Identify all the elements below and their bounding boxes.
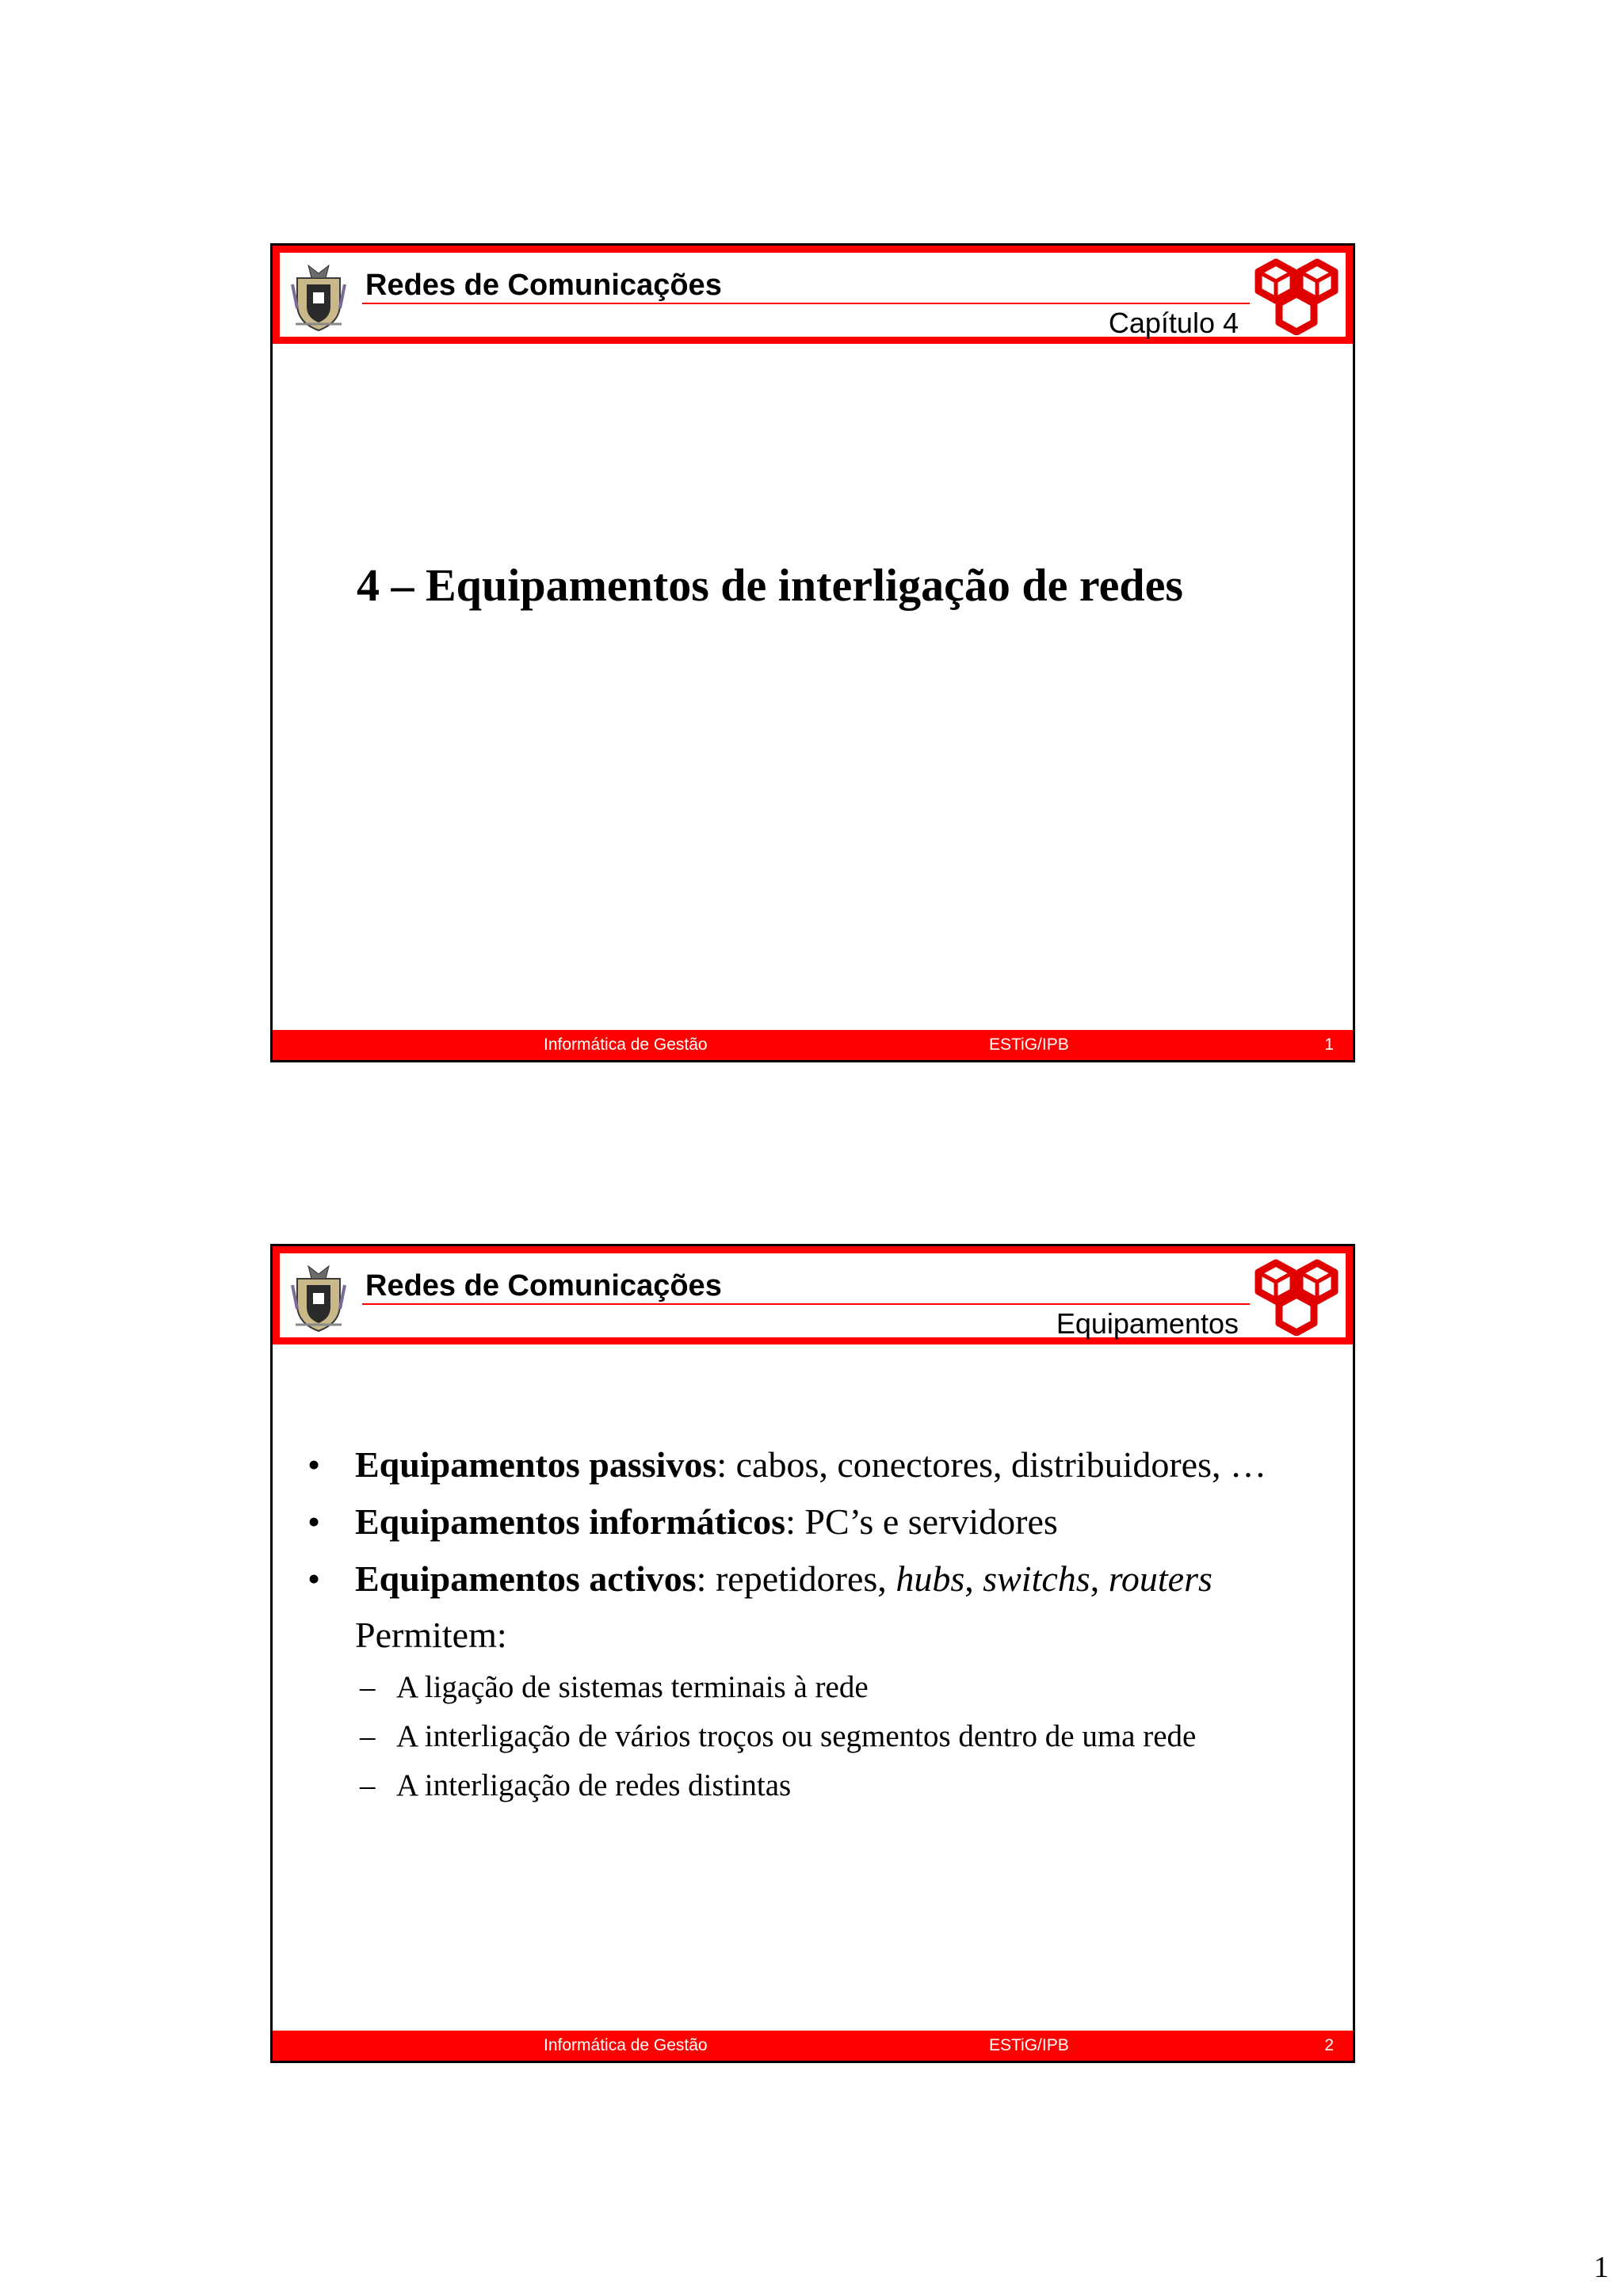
header-subtitle: Equipamentos — [1056, 1307, 1239, 1340]
university-crest-icon — [291, 261, 346, 332]
slide-header — [273, 246, 1353, 344]
slide-header-inner — [280, 1253, 1346, 1340]
sub-item-marker: – — [360, 1670, 376, 1704]
bullet-term: Equipamentos informáticos — [355, 1501, 786, 1542]
sub-item-marker: – — [360, 1768, 376, 1802]
footer-slide-number: 2 — [1324, 2036, 1334, 2054]
header-divider — [362, 1303, 1250, 1305]
bullet-item — [292, 1436, 1337, 1493]
page-number: 1 — [1594, 2251, 1609, 2284]
header-title: Redes de Comunicações — [365, 269, 722, 302]
bullet-continuation: Permitem: — [355, 1615, 507, 1655]
slide-header-inner — [280, 253, 1346, 337]
header-subtitle: Capítulo 4 — [1108, 307, 1239, 339]
bullet-item — [292, 1550, 1337, 1608]
sub-item-marker: – — [360, 1719, 376, 1753]
bullet-marker: • — [307, 1501, 321, 1542]
slide-header — [273, 1246, 1353, 1344]
footer-course: Informática de Gestão — [544, 1035, 708, 1054]
university-crest-icon — [291, 1261, 346, 1333]
bullet-term: Equipamentos activos — [355, 1558, 697, 1599]
bullet-text: : repetidores, — [696, 1558, 896, 1599]
sub-item — [292, 1761, 1337, 1810]
slide-1 — [270, 243, 1355, 1062]
sub-item-text: A interligação de vários troços ou segmentos dentro de uma rede — [396, 1719, 1197, 1753]
bullet-separator: , — [1090, 1558, 1109, 1599]
red-cubes-logo-icon — [1252, 256, 1341, 335]
footer-slide-number: 1 — [1324, 1035, 1334, 1054]
slide-2 — [270, 1244, 1355, 2063]
bullet-italic-term: routers — [1108, 1558, 1212, 1599]
footer-school: ESTiG/IPB — [989, 2036, 1069, 2054]
header-title: Redes de Comunicações — [365, 1269, 722, 1302]
footer-course: Informática de Gestão — [544, 2036, 708, 2054]
bullet-marker: • — [307, 1558, 321, 1599]
slide-footer — [273, 2031, 1353, 2061]
slide-footer — [273, 1030, 1353, 1060]
bullet-text: : PC’s e servidores — [785, 1501, 1058, 1542]
bullet-separator: , — [964, 1558, 983, 1599]
slide-title: 4 – Equipamentos de interligação de redes — [357, 559, 1183, 611]
bullet-item — [292, 1493, 1337, 1550]
footer-school: ESTiG/IPB — [989, 1035, 1069, 1054]
header-divider — [362, 303, 1250, 304]
sub-item-text: A interligação de redes distintas — [396, 1768, 792, 1802]
bullet-term: Equipamentos passivos — [355, 1444, 717, 1485]
sub-item — [292, 1663, 1337, 1712]
red-cubes-logo-icon — [1252, 1257, 1341, 1336]
bullet-text: : cabos, conectores, distribuidores, … — [716, 1444, 1266, 1485]
bullet-marker: • — [307, 1444, 321, 1485]
slide-body — [292, 1436, 1337, 1810]
sub-item — [292, 1712, 1337, 1761]
bullet-italic-term: switchs — [983, 1558, 1090, 1599]
bullet-italic-term: hubs — [896, 1558, 965, 1599]
sub-item-text: A ligação de sistemas terminais à rede — [396, 1670, 869, 1704]
